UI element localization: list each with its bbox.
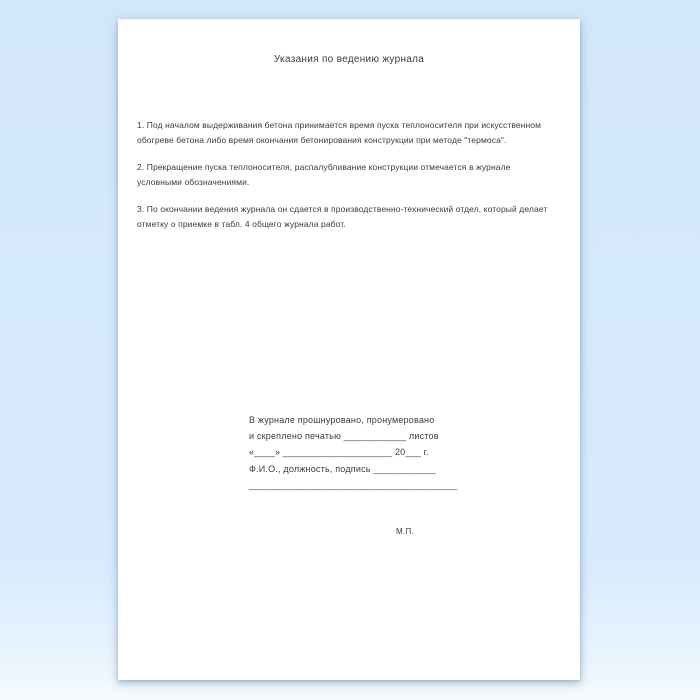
binding-line-sheets-blank: и скреплено печатью ____________ листов <box>249 431 439 442</box>
binding-line-name-position-signature: Ф.И.О., должность, подпись ____________ <box>249 463 436 474</box>
binding-line-signature-underline: ________________________________________ <box>249 479 458 490</box>
binding-certification-block <box>249 412 458 493</box>
instruction-paragraph-3: 3. По окончании ведения журнала он сдается в производственно-технический отдел, который делает отметку о приемке в табл. 4 общего журнала работ. <box>137 204 548 229</box>
document-title: Указания по ведению журнала <box>273 54 425 65</box>
instructions-section <box>137 118 551 244</box>
instruction-paragraph-1: 1. Под началом выдерживания бетона принимается время пуска теплоносителя при искусственном обогреве бетона либо время окончания бетонирования конструкции при методе "термоса". <box>137 120 542 145</box>
stamp-place-abbr: М.П. <box>396 527 415 536</box>
document-page <box>118 19 580 680</box>
binding-line-date-blank: «____» _____________________ 20___ г. <box>249 447 429 458</box>
binding-line-1: В журнале прошнуровано, пронумеровано <box>249 415 435 425</box>
instruction-paragraph-2: 2. Прекращение пуска теплоносителя, распалубливание конструкции отмечается в журнале условными обозначениями. <box>137 162 511 187</box>
